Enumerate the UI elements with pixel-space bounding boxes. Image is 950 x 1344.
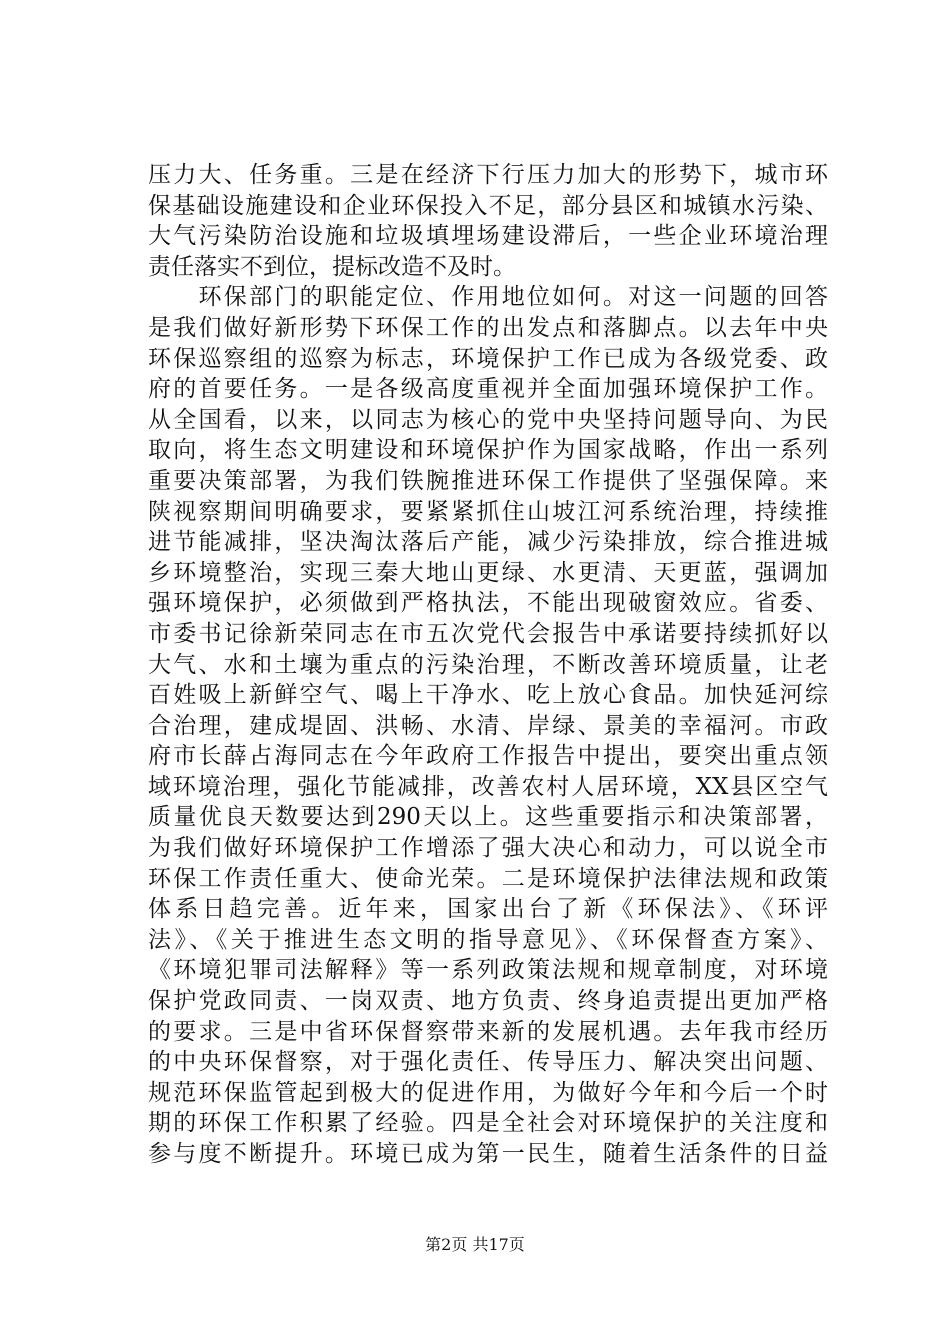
- text-line: 陕视察期间明确要求，要紧紧抓住山坡江河系统治理，持续推: [148, 498, 828, 525]
- text-line: 是我们做好新形势下环保工作的出发点和落脚点。以去年中央: [148, 314, 828, 341]
- text-line: 重要决策部署，为我们铁腕推进环保工作提供了坚强保障。来: [148, 467, 828, 494]
- text-line: 期的环保工作积累了经验。四是全社会对环境保护的关注度和: [148, 1110, 828, 1137]
- document-body: [148, 160, 828, 1170]
- text-line: 从全国看，以来，以同志为核心的党中央坚持问题导向、为民: [148, 406, 828, 433]
- text-line: 强环境保护，必须做到严格执法，不能出现破窗效应。省委、: [148, 590, 828, 617]
- text-line: 的要求。三是中省环保督察带来新的发展机遇。去年我市经历: [148, 1018, 828, 1045]
- text-line: 府市长薛占海同志在今年政府工作报告中提出，要突出重点领: [148, 743, 828, 770]
- text-line: 乡环境整治，实现三秦大地山更绿、水更清、天更蓝，强调加: [148, 559, 828, 586]
- text-line: 《环境犯罪司法解释》等一系列政策法规和规章制度，对环境: [148, 957, 828, 984]
- text-line: 取向，将生态文明建设和环境保护作为国家战略，作出一系列: [148, 437, 828, 464]
- text-line: 为我们做好环境保护工作增添了强大决心和动力，可以说全市: [148, 835, 828, 862]
- text-line: 体系日趋完善。近年来，国家出台了新《环保法》、《环评: [148, 896, 828, 923]
- text-line: 质量优良天数要达到290天以上。这些重要指示和决策部署，: [148, 804, 828, 831]
- text-line: 法》、《关于推进生态文明的指导意见》、《环保督查方案》、: [148, 926, 828, 953]
- text-line: 的中央环保督察，对于强化责任、传导压力、解决突出问题、: [148, 1049, 828, 1076]
- text-line: 大气污染防治设施和垃圾填埋场建设滞后，一些企业环境治理: [148, 223, 828, 250]
- text-line: 规范环保监管起到极大的促进作用，为做好今年和今后一个时: [148, 1079, 828, 1106]
- text-line: 责任落实不到位，提标改造不及时。: [148, 253, 516, 280]
- text-line: 市委书记徐新荣同志在市五次党代会报告中承诺要持续抓好以: [148, 620, 828, 647]
- text-line: 环保部门的职能定位、作用地位如何。对这一问题的回答: [148, 284, 828, 311]
- text-line: 大气、水和土壤为重点的污染治理，不断改善环境质量，让老: [148, 651, 828, 678]
- text-line: 域环境治理，强化节能减排，改善农村人居环境，XX县区空气: [148, 773, 828, 800]
- page-footer: 第2页 共17页: [425, 1235, 525, 1254]
- text-line: 府的首要任务。一是各级高度重视并全面加强环境保护工作。: [148, 376, 828, 403]
- text-line: 进节能减排，坚决淘汰落后产能，减少污染排放，综合推进城: [148, 529, 828, 556]
- text-line: 环保巡察组的巡察为标志，环境保护工作已成为各级党委、政: [148, 345, 828, 372]
- text-line: 合治理，建成堤固、洪畅、水清、岸绿、景美的幸福河。市政: [148, 712, 828, 739]
- text-line: 压力大、任务重。三是在经济下行压力加大的形势下，城市环: [148, 162, 828, 188]
- text-line: 参与度不断提升。环境已成为第一民生，随着生活条件的日益: [148, 1141, 828, 1167]
- text-line: 百姓吸上新鲜空气、喝上干净水、吃上放心食品。加快延河综: [148, 682, 828, 709]
- text-line: 环保工作责任重大、使命光荣。二是环境保护法律法规和政策: [148, 865, 828, 892]
- text-line: 保基础设施建设和企业环保投入不足，部分县区和城镇水污染、: [148, 192, 828, 219]
- text-line: 保护党政同责、一岗双责、地方负责、终身追责提出更加严格: [148, 988, 828, 1015]
